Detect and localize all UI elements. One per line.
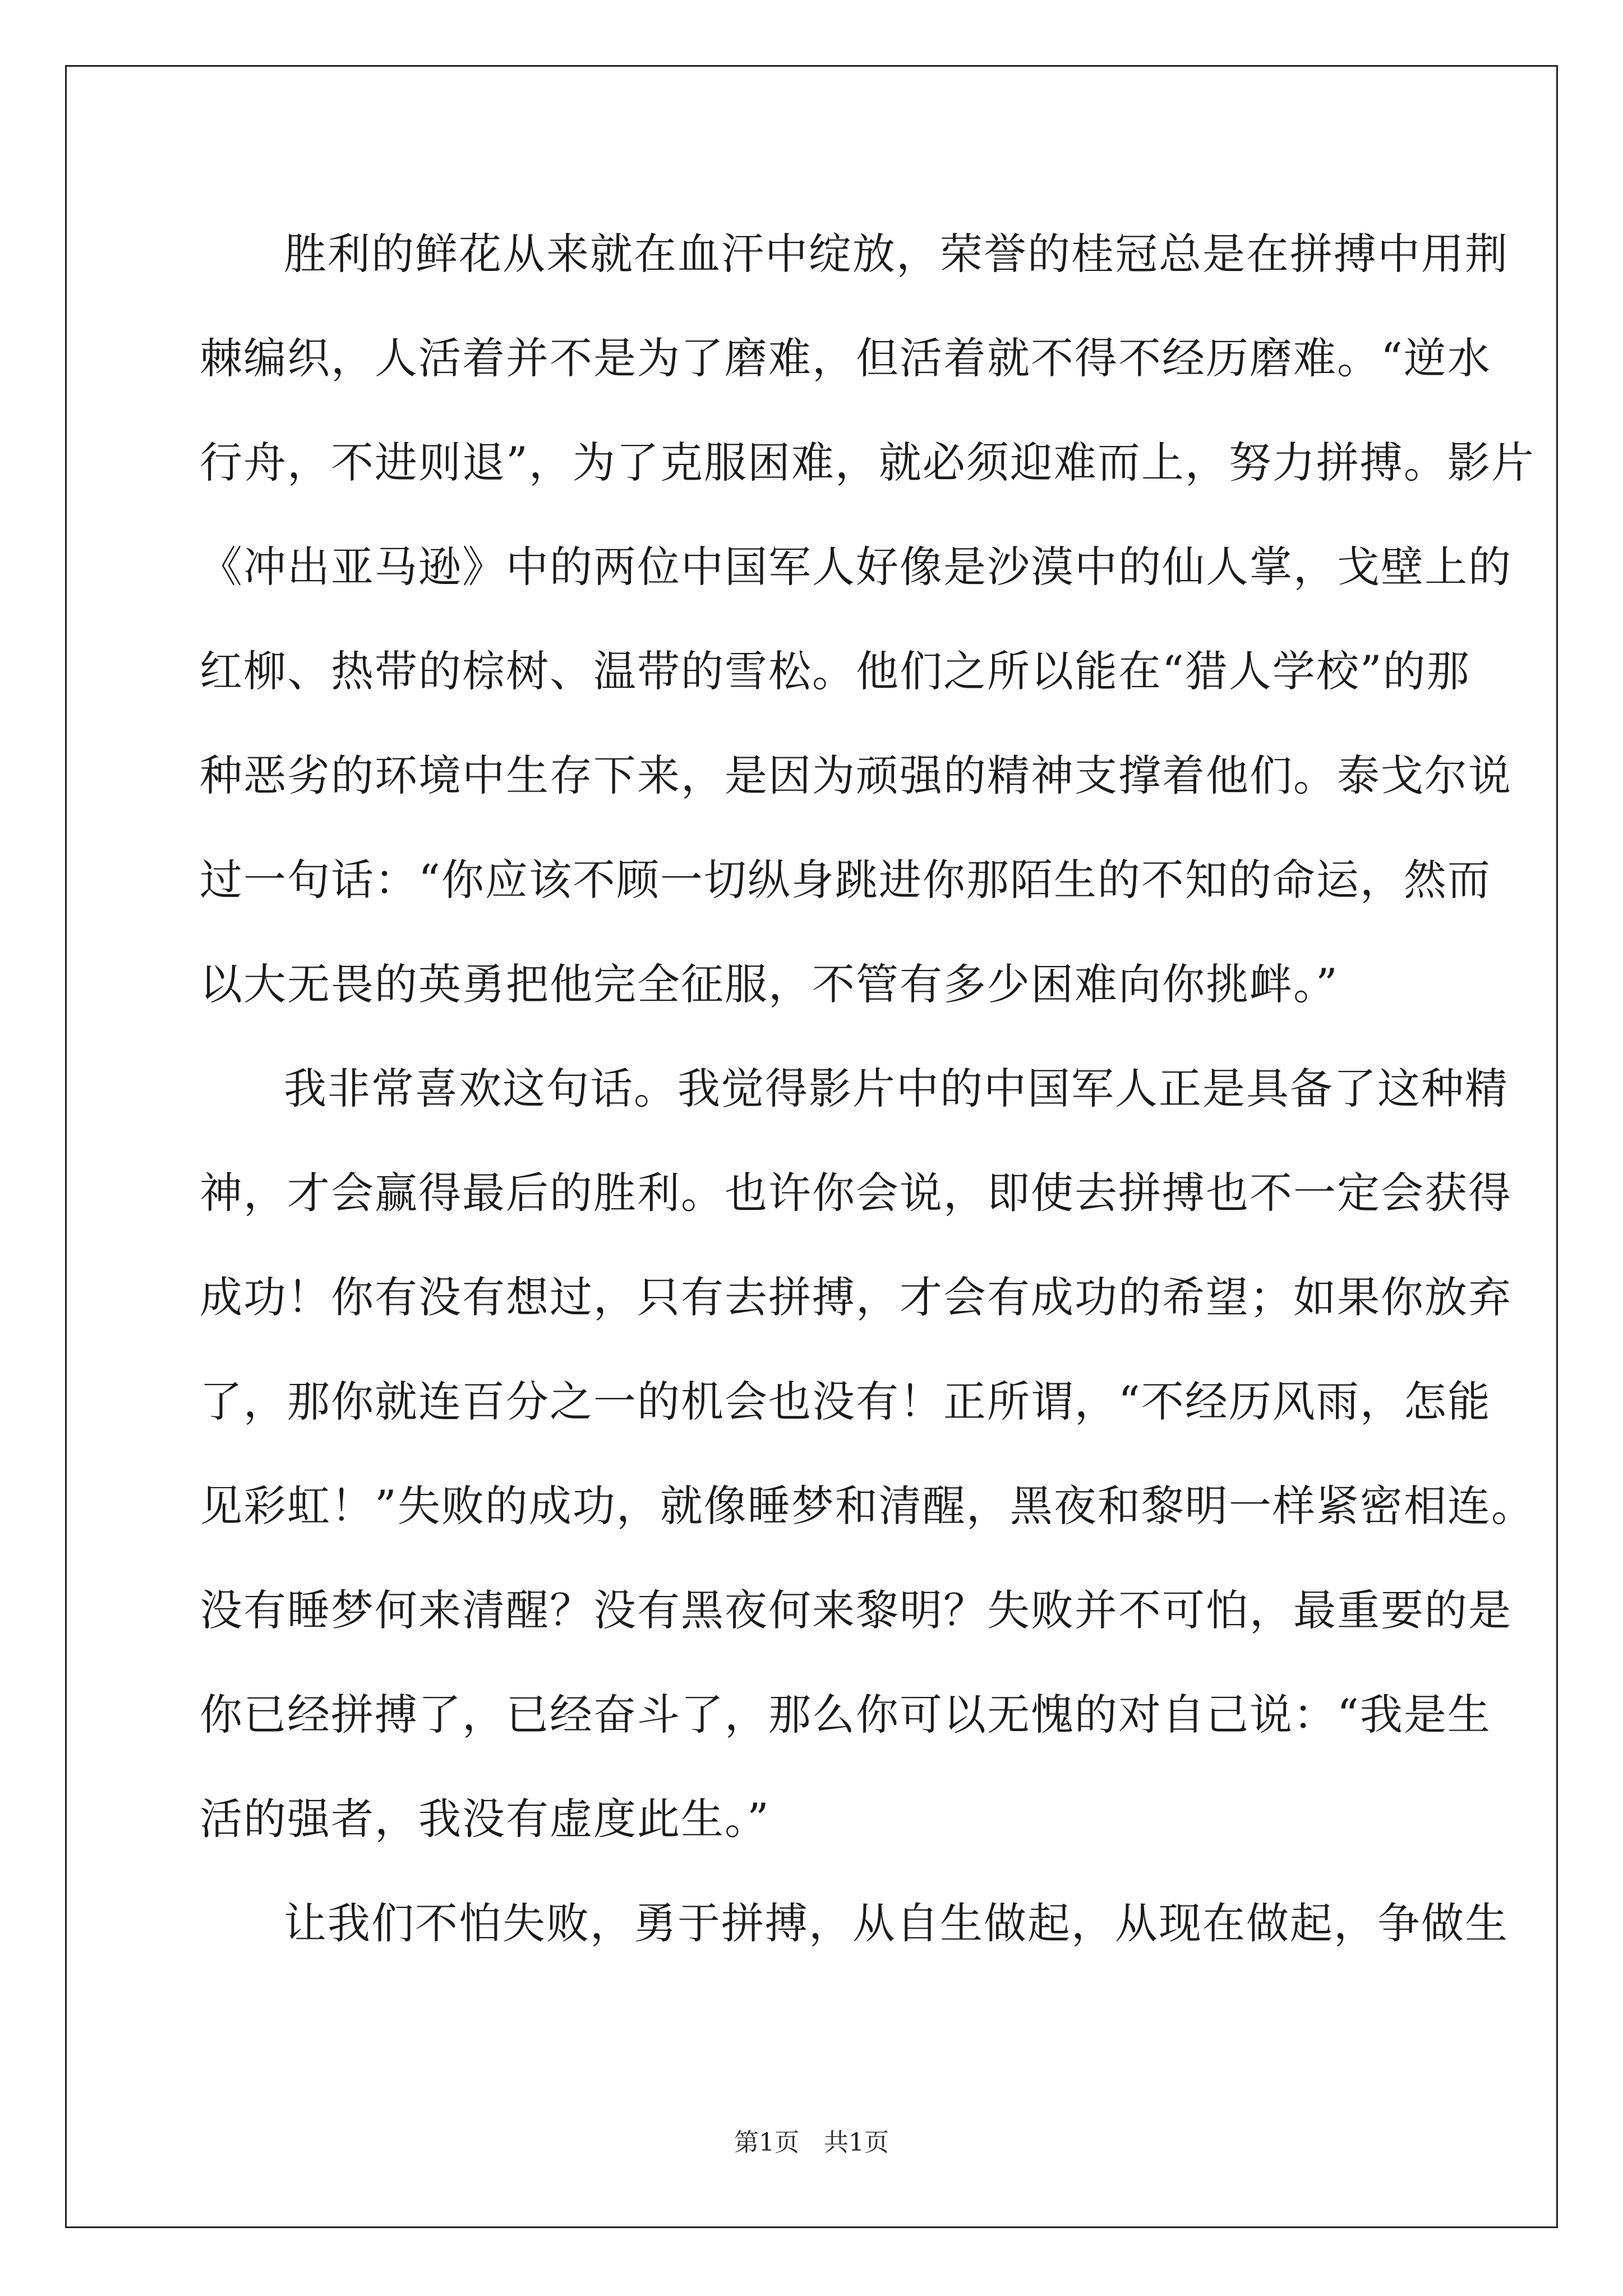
paragraph-1-line-5: 红柳、热带的棕树、温带的雪松。他们之所以能在“猎人学校”的那 <box>200 646 1470 696</box>
paragraph-1-line-4: 《冲出亚马逊》中的两位中国军人好像是沙漠中的仙人掌，戈壁上的 <box>200 542 1512 592</box>
paragraph-2-line-7: 你已经拼搏了，已经奋斗了，那么你可以无愧的对自己说：“我是生 <box>200 1690 1491 1740</box>
paragraph-2-line-5: 见彩虹！”失败的成功，就像睡梦和清醒，黑夜和黎明一样紧密相连。 <box>200 1481 1535 1531</box>
paragraph-1-line-1: 胜利的鲜花从来就在血汗中绽放，荣誉的桂冠总是在拼搏中用荆 <box>284 229 1509 279</box>
paragraph-1-line-6: 种恶劣的环境中生存下来，是因为顽强的精神支撑着他们。泰戈尔说 <box>200 751 1512 800</box>
paragraph-2-line-8: 活的强者，我没有虚度此生。” <box>200 1794 770 1844</box>
page-number-footer: 第1页 共1页 <box>734 2128 889 2157</box>
paragraph-1-line-7: 过一句话：“你应该不顾一切纵身跳进你那陌生的不知的命运，然而 <box>200 855 1491 905</box>
paragraph-3-line-1: 让我们不怕失败，勇于拼搏，从自生做起，从现在做起，争做生 <box>284 1898 1509 1948</box>
paragraph-2-line-3: 成功！你有没有想过，只有去拼搏，才会有成功的希望；如果你放弃 <box>200 1272 1512 1322</box>
paragraph-1-line-2: 棘编织，人活着并不是为了磨难，但活着就不得不经历磨难。“逆水 <box>200 333 1491 383</box>
paragraph-2-line-2: 神，才会赢得最后的胜利。也许你会说，即使去拼搏也不一定会获得 <box>200 1168 1512 1218</box>
document-body <box>200 202 1535 1976</box>
paragraph-1-line-3: 行舟，不进则退”，为了克服困难，就必须迎难而上，努力拼搏。影片 <box>200 438 1535 487</box>
paragraph-2-line-1: 我非常喜欢这句话。我觉得影片中的中国军人正是具备了这种精 <box>284 1064 1509 1114</box>
paragraph-2-line-6: 没有睡梦何来清醒？没有黑夜何来黎明？失败并不可怕，最重要的是 <box>200 1585 1512 1635</box>
paragraph-1-line-8: 以大无畏的英勇把他完全征服，不管有多少困难向你挑衅。” <box>200 959 1339 1009</box>
paragraph-2-line-4: 了，那你就连百分之一的机会也没有！正所谓，“不经历风雨，怎能 <box>200 1377 1491 1427</box>
